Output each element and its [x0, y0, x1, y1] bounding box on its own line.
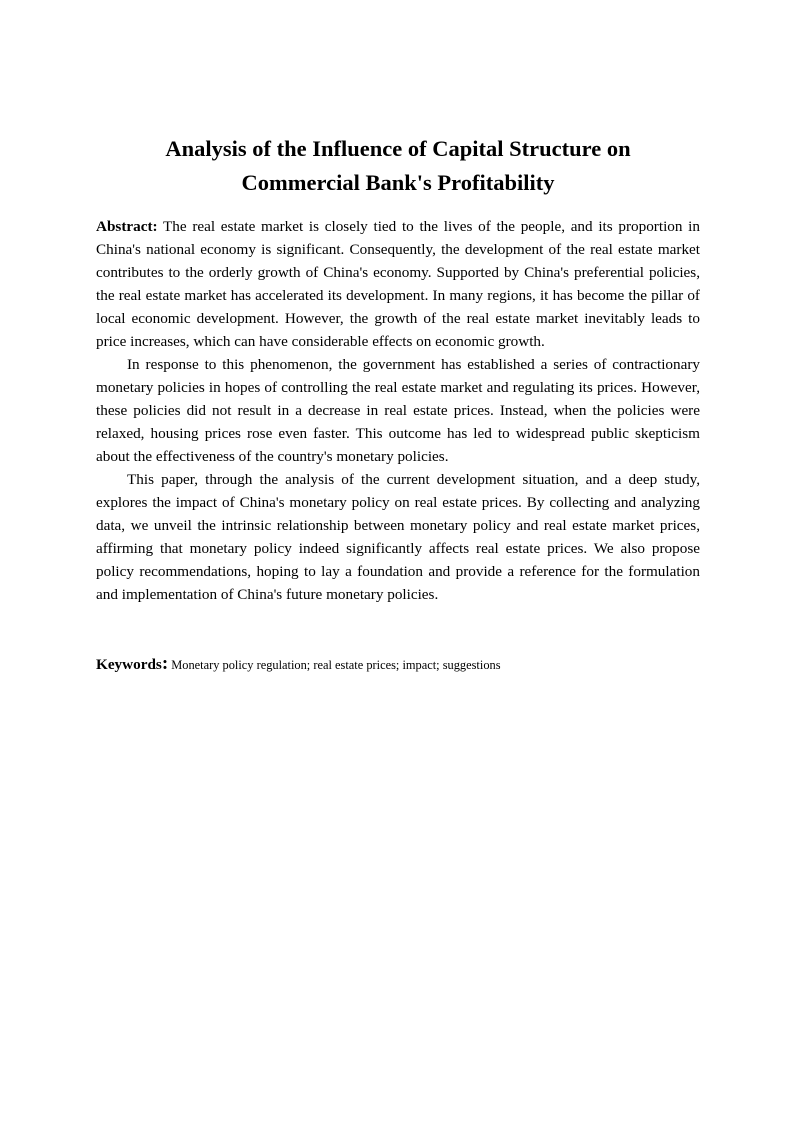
abstract-label: Abstract:: [96, 218, 158, 235]
keywords-line: [96, 653, 700, 676]
body-paragraph-3: This paper, through the analysis of the current development situation, and a deep study, explores the impact of China's monetary policy on real estate prices. By collecting and analyzing data, we unveil the intrinsic relationship between monetary policy and real estate market prices, affirming that monetary policy indeed significantly affects real estate prices. We also propose policy recommendations, hoping to lay a foundation and provide a reference for the formulation and implementation of China's future monetary policies.: [96, 471, 700, 603]
title-line-2: Commercial Bank's Profitability: [241, 170, 555, 195]
abstract-section: [96, 215, 700, 606]
abstract-text: The real estate market is closely tied to the lives of the people, and its proportion in China's national economy is significant. Consequently, the development of the real estate market contributes to the orderly growth of China's economy. Supported by China's preferential policies, the real estate market has accelerated its development. In many regions, it has become the pillar of local economic development. However, the growth of the real estate market inevitably leads to price increases, which can have considerable effects on economic growth.: [96, 218, 700, 350]
keywords-colon: :: [161, 653, 169, 674]
keywords-label: Keywords: [96, 656, 162, 673]
body-paragraph-2: In response to this phenomenon, the government has established a series of contractionary monetary policies in hopes of controlling the real estate market and regulating its prices. However, these policies did not result in a decrease in real estate prices. Instead, when the policies were relaxed, housing prices rose even faster. This outcome has led to widespread public skepticism about the effectiveness of the country's monetary policies.: [96, 356, 700, 465]
title-line-1: Analysis of the Influence of Capital Structure on: [165, 136, 631, 161]
abstract-paragraph: [96, 215, 700, 353]
page-title: [96, 132, 700, 200]
keywords-text: Monetary policy regulation; real estate prices; impact; suggestions: [168, 658, 501, 672]
